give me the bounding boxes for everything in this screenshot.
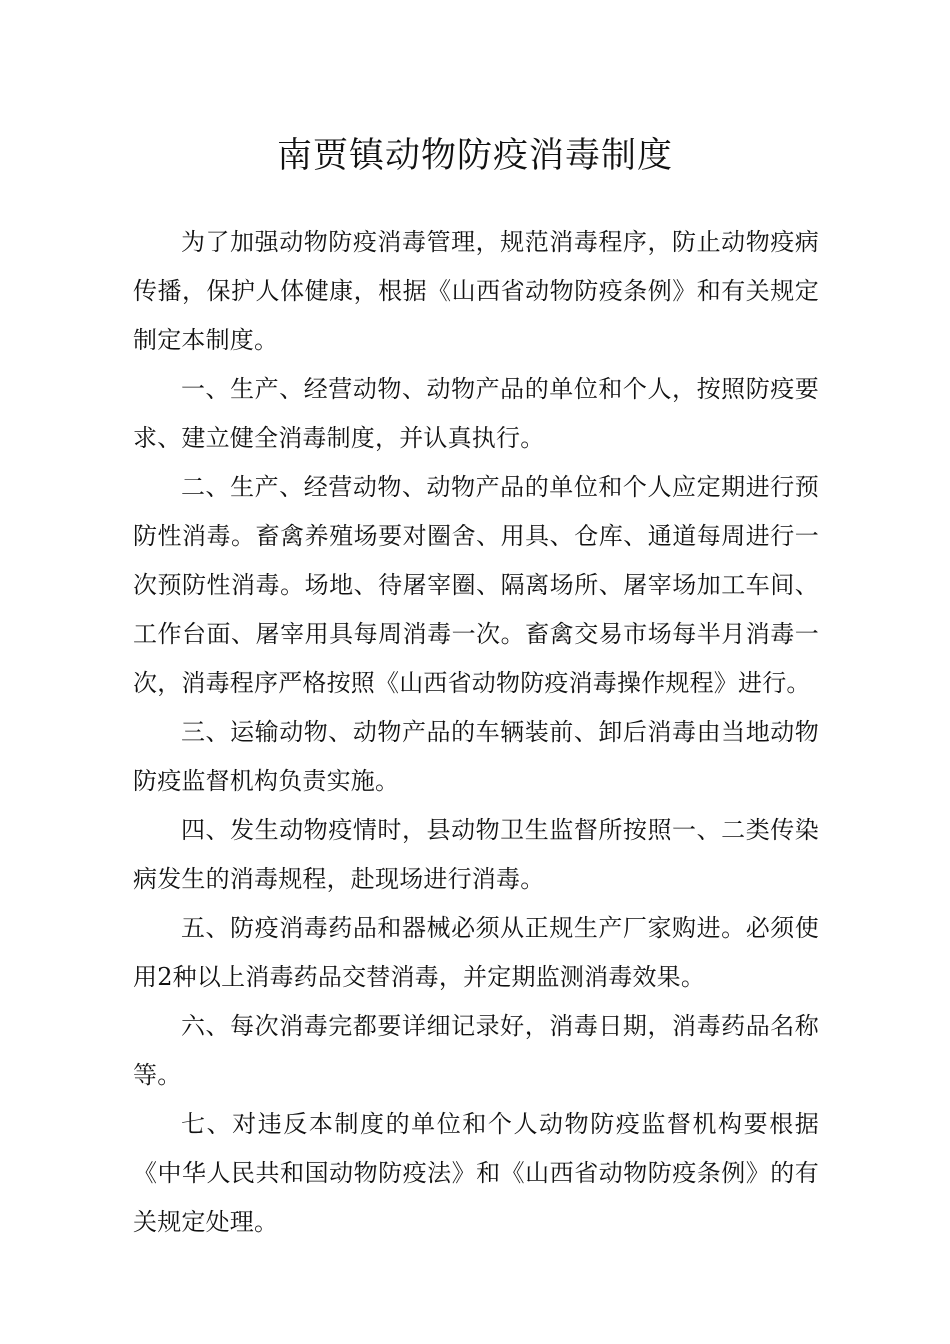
paragraph-article-3: 三、运输动物、动物产品的车辆装前、卸后消毒由当地动物防疫监督机构负责实施。 xyxy=(133,718,819,795)
document-body xyxy=(133,218,819,1247)
paragraph-article-5: 五、防疫消毒药品和器械必须从正规生产厂家购进。必须使用2种以上消毒药品交替消毒，并定期监测消毒效果。 xyxy=(133,914,819,991)
paragraph-article-7: 七、对违反本制度的单位和个人动物防疫监督机构要根据《中华人民共和国动物防疫法》和《山西省动物防疫条例》的有关规定处理。 xyxy=(133,1110,819,1236)
paragraph-article-2: 二、生产、经营动物、动物产品的单位和个人应定期进行预防性消毒。畜禽养殖场要对圈舍、用具、仓库、通道每周进行一次预防性消毒。场地、待屠宰圈、隔离场所、屠宰场加工车间、工作台面、屠宰用具每周消毒一次。畜禽交易市场每半月消毒一次，消毒程序严格按照《山西省动物防疫消毒操作规程》进行。 xyxy=(133,473,819,697)
paragraph-article-6: 六、每次消毒完都要详细记录好，消毒日期，消毒药品名称等。 xyxy=(133,1012,819,1089)
paragraph-intro: 为了加强动物防疫消毒管理，规范消毒程序，防止动物疫病传播，保护人体健康，根据《山西省动物防疫条例》和有关规定制定本制度。 xyxy=(133,228,819,354)
paragraph-article-4: 四、发生动物疫情时，县动物卫生监督所按照一、二类传染病发生的消毒规程，赴现场进行消毒。 xyxy=(133,816,819,893)
paragraph-article-1: 一、生产、经营动物、动物产品的单位和个人，按照防疫要求、建立健全消毒制度，并认真执行。 xyxy=(133,375,819,452)
page-title: 南贾镇动物防疫消毒制度 xyxy=(276,136,673,176)
